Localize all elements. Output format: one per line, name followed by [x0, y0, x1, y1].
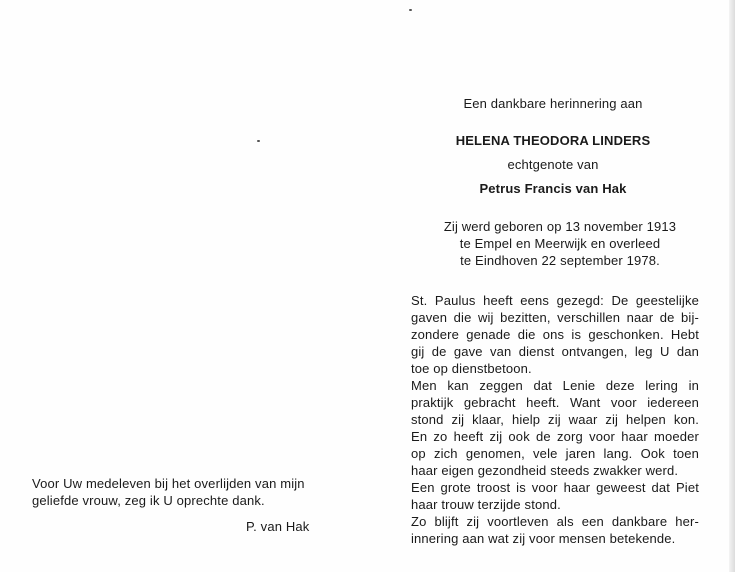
body-line: toe op dienstbetoon.	[411, 361, 532, 376]
body-line: gaven die wij bezitten, verschillen naar de bij-	[411, 310, 699, 325]
body-line: op zich genomen, vele jaren lang. Ook toen	[411, 446, 699, 461]
body-line: stond zij klaar, hielp zij waar zij helpen kon.	[411, 412, 699, 427]
thanks-line: geliefde vrouw, zeg ik U oprechte dank.	[32, 493, 265, 508]
spouse-name: Petrus Francis van Hak	[479, 181, 627, 196]
print-speck	[409, 9, 412, 11]
body-line: praktijk gebracht heeft. Want voor iedereen	[411, 395, 699, 410]
body-line: haar eigen gezondheid steeds zwakker werd.	[411, 463, 679, 478]
body-line: Men kan zeggen dat Lenie deze lering in	[411, 378, 699, 393]
signature: P. van Hak	[246, 519, 310, 534]
body-line: gij de gave van dienst ontvangen, leg U dan	[411, 344, 699, 359]
body-line: Zo blijft zij voortleven als een dankbare her-	[411, 514, 699, 529]
thanks-line: Voor Uw medeleven bij het overlijden van mijn	[32, 476, 305, 491]
body-line: haar trouw terzijde stond.	[411, 497, 561, 512]
deceased-name: HELENA THEODORA LINDERS	[455, 133, 651, 148]
body-line: St. Paulus heeft eens gezegd: De geestelijke	[411, 293, 699, 308]
dates-line: te Empel en Meerwijk en overleed	[459, 236, 661, 251]
card-edge	[729, 0, 735, 572]
dates-line: Zij werd geboren op 13 november 1913	[443, 219, 677, 234]
print-speck	[257, 140, 260, 142]
intro-line: Een dankbare herinnering aan	[463, 96, 643, 111]
body-line: Een grote troost is voor haar geweest dat Piet	[411, 480, 699, 495]
dates-line: te Eindhoven 22 september 1978.	[460, 253, 660, 268]
relation-line: echtgenote van	[507, 157, 599, 172]
body-line: En zo heeft zij ook de zorg voor haar moeder	[411, 429, 699, 444]
body-line: zondere genade die ons is geschonken. Hebt	[411, 327, 699, 342]
body-line: innering aan wat zij voor mensen betekende.	[411, 531, 676, 546]
